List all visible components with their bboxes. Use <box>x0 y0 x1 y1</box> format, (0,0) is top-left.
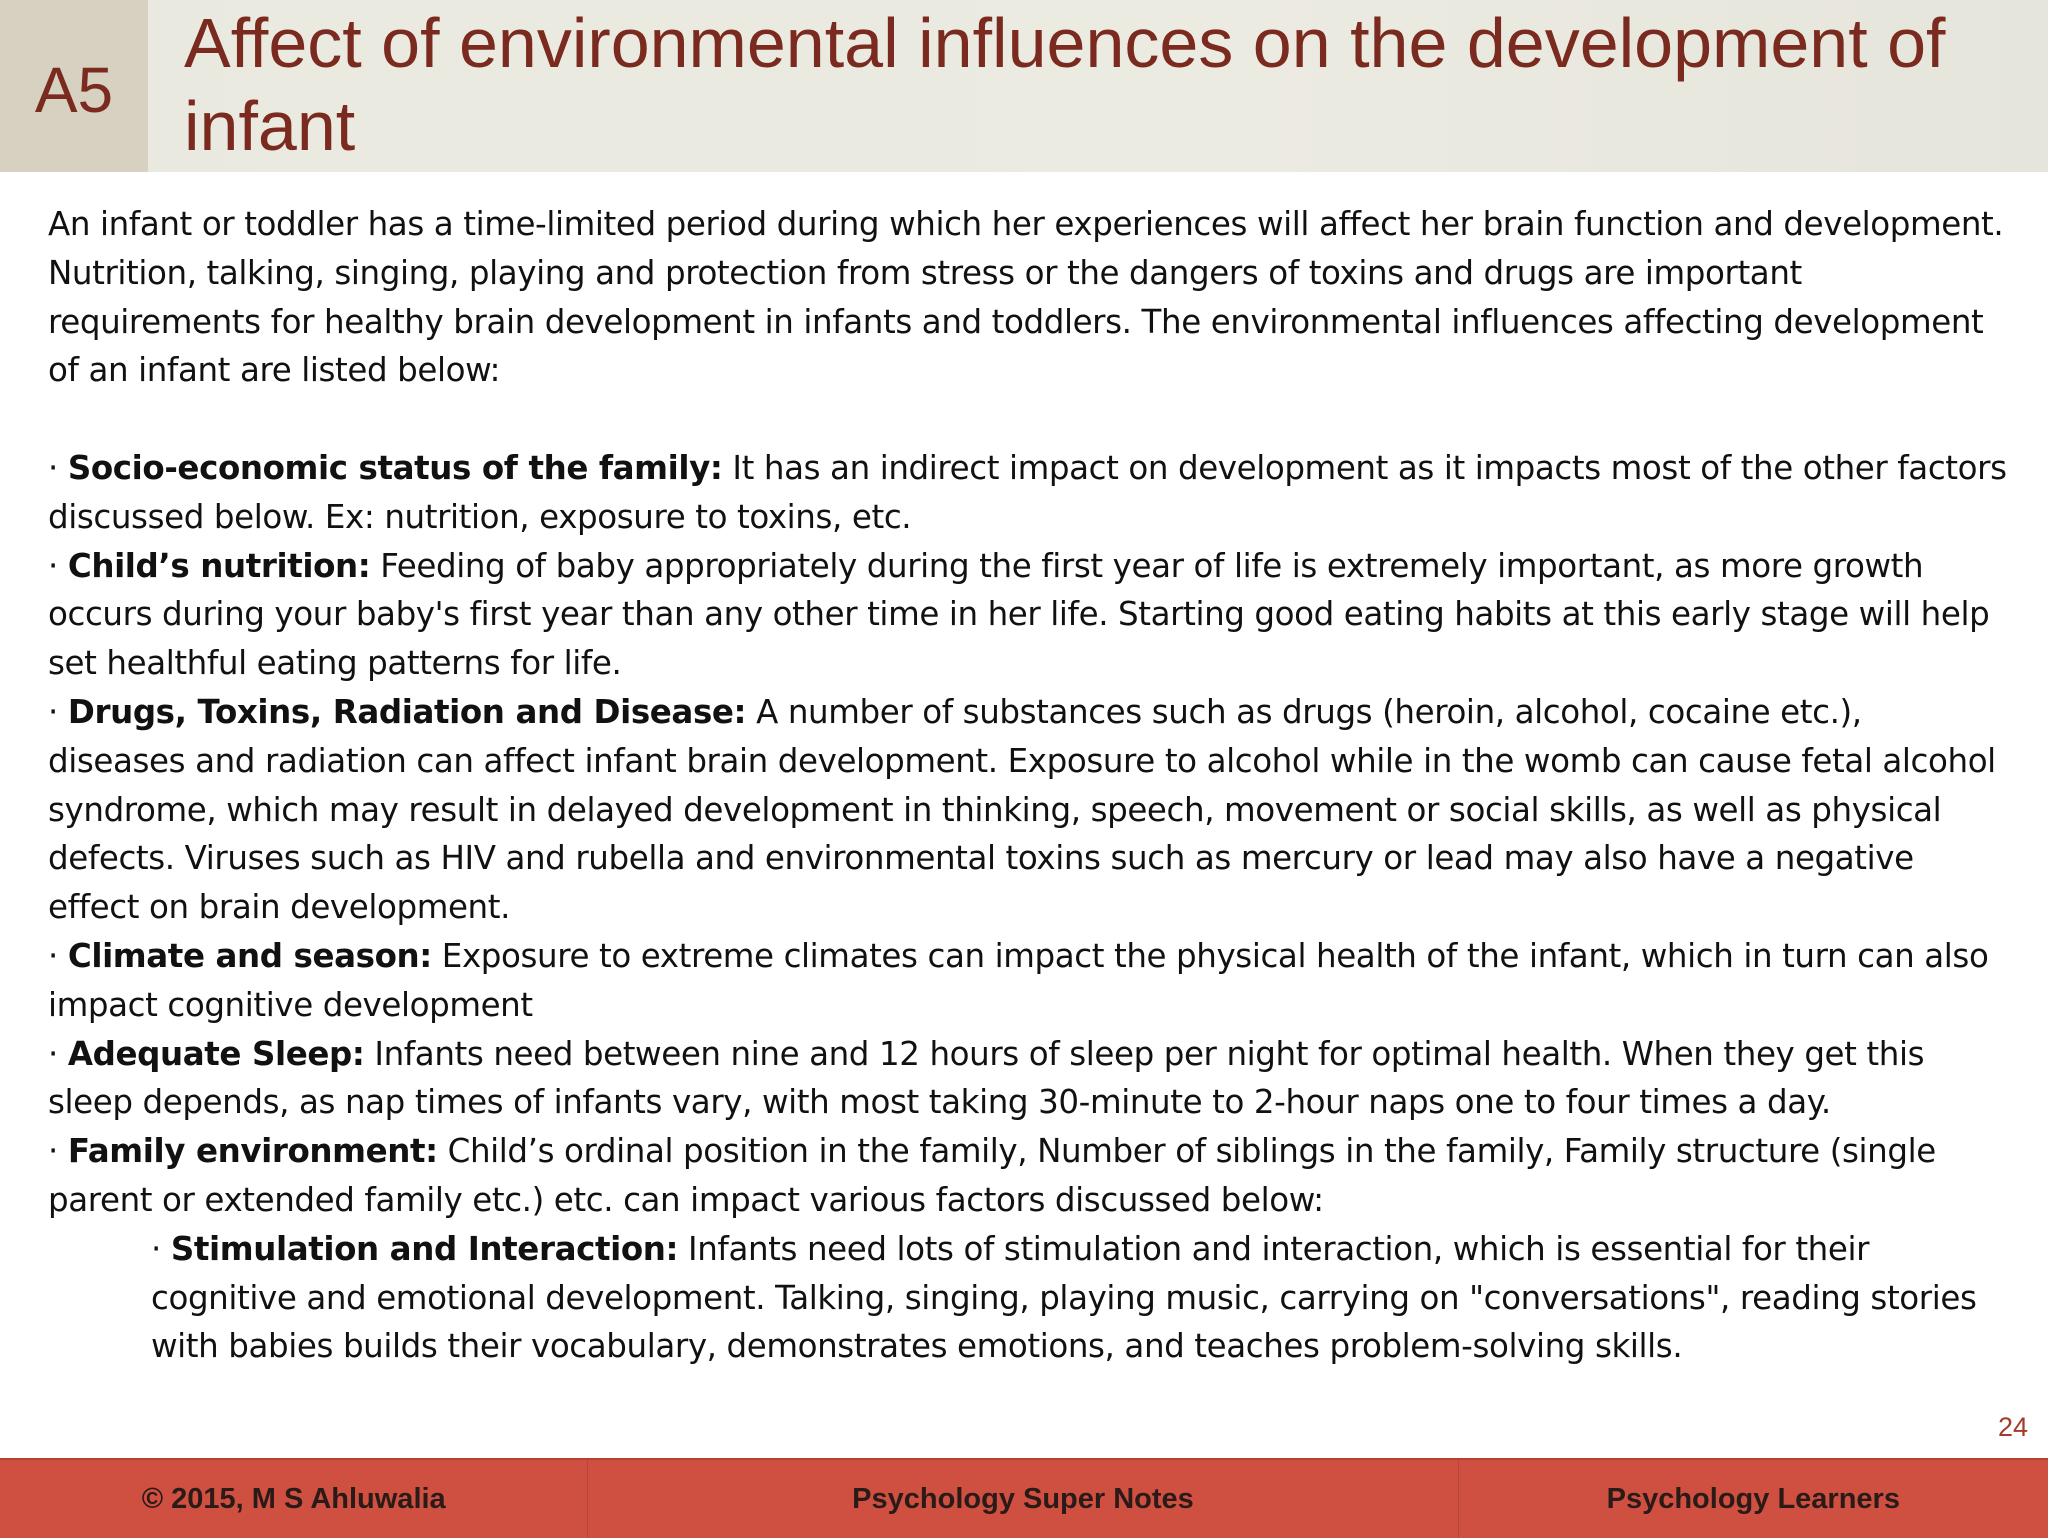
list-item <box>48 1030 2008 1128</box>
section-badge <box>0 0 148 172</box>
list-item <box>48 542 2008 688</box>
sub-item-text: Infants need lots of stimulation and interaction, which is essential for their cognitive and emotional development. Talking, singing, playing music, carrying on "conversations", reading stories with babies builds their vocabulary, demonstrates emotions, and teaches problem-solving skills. <box>151 1229 1977 1366</box>
section-badge-label: A5 <box>34 54 114 126</box>
sub-item-label: Stimulation and Interaction: <box>170 1229 679 1268</box>
list-item <box>48 688 2008 932</box>
bullet-glyph: · <box>48 448 58 487</box>
list-item <box>48 1127 2008 1225</box>
footer-publication: Psychology Super Notes <box>588 1460 1458 1538</box>
bullet-glyph: · <box>48 1132 58 1171</box>
footer-organization: Psychology Learners <box>1606 1482 1900 1515</box>
item-label: Drugs, Toxins, Radiation and Disease: <box>67 692 747 731</box>
list-item <box>48 444 2008 542</box>
item-text: Infants need between nine and 12 hours of sleep per night for optimal health. When they get this sleep depends, as nap times of infants vary, with most taking 30-minute to 2-hour naps one to four times a day. <box>48 1034 1925 1122</box>
item-label: Socio-economic status of the family: <box>67 448 723 487</box>
item-label: Family environment: <box>67 1132 438 1171</box>
page-number: 24 <box>1997 1412 2028 1442</box>
bullet-glyph: · <box>48 546 58 585</box>
bullet-glyph: · <box>151 1229 161 1268</box>
list-item <box>48 932 2008 1030</box>
footer-copyright: © 2015, M S Ahluwalia <box>0 1460 588 1538</box>
sub-list-item <box>48 1225 2008 1371</box>
slide-footer <box>0 1458 2048 1538</box>
bullet-glyph: · <box>48 692 58 731</box>
item-text: It has an indirect impact on development as it impacts most of the other factors discussed below. Ex: nutrition, exposure to toxins, etc. <box>48 448 2007 536</box>
item-text: Exposure to extreme climates can impact the physical health of the infant, which in turn can also impact cognitive development <box>48 936 1989 1024</box>
slide-header <box>0 0 2048 172</box>
slide-body <box>48 200 2008 1371</box>
bullet-glyph: · <box>48 936 58 975</box>
item-text: Child’s ordinal position in the family, Number of siblings in the family, Family structure (single parent or extended family etc.) etc. can impact various factors discussed below: <box>48 1132 1936 1219</box>
item-label: Child’s nutrition: <box>67 546 371 585</box>
slide-title: Affect of environmental influences on the development of infant <box>184 4 1946 165</box>
bullet-glyph: · <box>48 1034 58 1073</box>
item-label: Climate and season: <box>67 936 432 975</box>
item-text: A number of substances such as drugs (heroin, alcohol, cocaine etc.), diseases and radiation can affect infant brain development. Exposure to alcohol while in the womb can cause fetal alcohol syndrome, which may result in delayed development in thinking, speech, movement or social skills, as well as physical defects. Viruses such as HIV and rubella and environmental toxins such as mercury or lead may also have a negative effect on brain development. <box>48 692 1996 927</box>
intro-paragraph: An infant or toddler has a time-limited period during which her experiences will affect her brain function and development. Nutrition, talking, singing, playing and protection from stress or the dangers of toxins and drugs are important requirements for healthy brain development in infants and toddlers. The environmental influences affecting development of an infant are listed below: <box>48 205 2004 390</box>
item-text: Feeding of baby appropriately during the first year of life is extremely important, as more growth occurs during your baby's first year than any other time in her life. Starting good eating habits at this early stage will help set healthful eating patterns for life. <box>48 546 1990 683</box>
item-label: Adequate Sleep: <box>67 1034 365 1073</box>
